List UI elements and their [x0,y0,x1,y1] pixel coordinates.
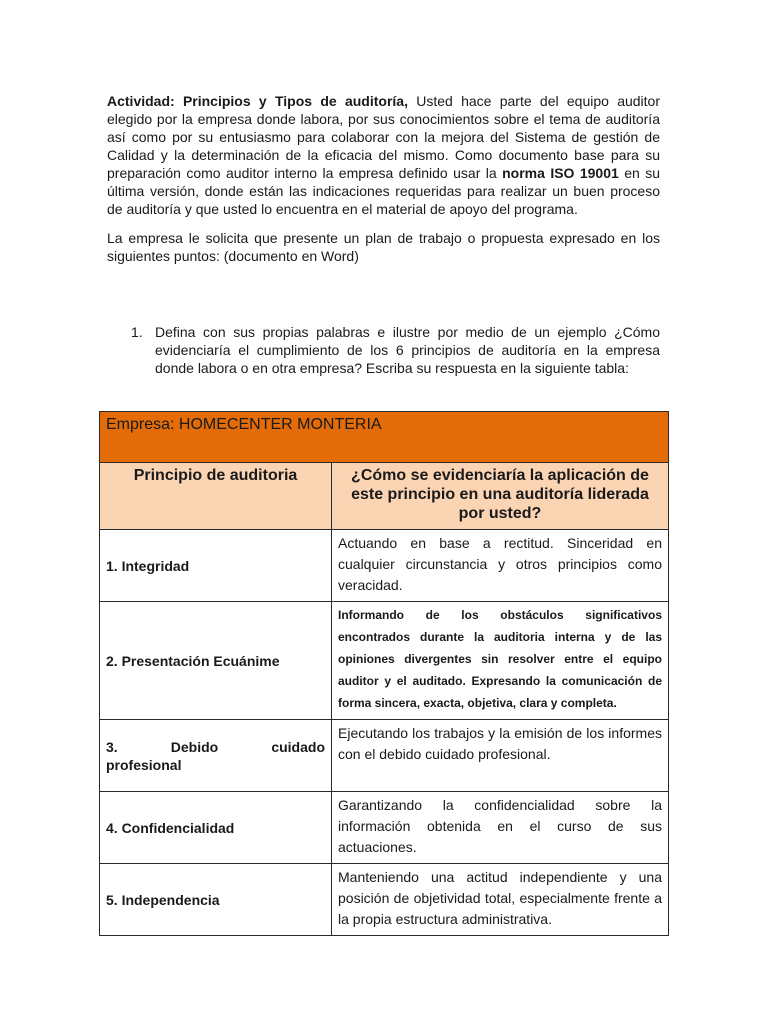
col2-header: ¿Cómo se evidenciaría la aplicación de este principio en una auditoría liderada por usted? [332,463,669,530]
company-header-row [100,412,669,463]
document-body [107,92,660,265]
col1-header: Principio de auditoria [100,463,332,530]
principle-word: 3. [106,738,118,755]
intro-paragraph [107,92,660,218]
principle-cell: 1. Integridad [100,530,332,602]
column-header-row [100,463,669,530]
answer-cell: Garantizando la confidencialidad sobre la información obtenida en el curso de sus actuaciones. [332,792,669,864]
answer-cell: Informando de los obstáculos significativos encontrados durante la auditoria interna y de las opiniones divergentes sin resolver entre el equipo auditor y el auditado. Expresando la comunicación de forma sincera, exacta, objetiva, clara y completa. [332,602,669,720]
principle-cell: 2. Presentación Ecuánime [100,602,332,720]
norma-label: norma ISO 19001 [502,165,619,181]
list-number: 1. [131,324,143,340]
table-row [100,864,669,936]
principle-word: cuidado [271,738,325,755]
table-row [100,720,669,792]
principle-cell [100,720,332,792]
table-row [100,602,669,720]
company-header: Empresa: HOMECENTER MONTERIA [100,412,669,463]
answer-cell: Ejecutando los trabajos y la emisión de los informes con el debido cuidado profesional. [332,720,669,792]
principle-line-1 [106,738,325,756]
list-item-text: Defina con sus propias palabras e ilustre por medio de un ejemplo ¿Cómo evidenciaría el cumplimiento de los 6 principios de auditoría en la empresa donde labora o en otra empresa? Escriba su respuesta en la siguiente tabla: [155,324,660,376]
principle-line-2: profesional [106,756,182,773]
answer-cell: Manteniendo una actitud independiente y una posición de objetividad total, especialmente frente a la propia estructura administrativa. [332,864,669,936]
table-row [100,530,669,602]
request-paragraph: La empresa le solicita que presente un plan de trabajo o propuesta expresado en los siguientes puntos: (documento en Word) [107,230,660,264]
principle-cell: 5. Independencia [100,864,332,936]
principle-word: Debido [170,738,219,755]
intro-text-a: Usted hace parte del equipo auditor elegido por la empresa donde labora, por sus conocimientos sobre el tema de auditoría así como por su entusiasmo para colaborar con la mejora del Sistema de gestión de Calidad y la determinación de la eficacia del mismo. Como documento base para su preparación como auditor interno la empresa definido usar la [107,93,661,181]
activity-label: Actividad: Principios y Tipos de auditoría, [107,93,408,109]
intro-text-b: en su última versión, donde están las indicaciones requeridas para realizar un buen proceso de auditoría y que usted lo encuentra en el material de apoyo del programa. [107,165,660,217]
table-row [100,792,669,864]
answer-cell: Actuando en base a rectitud. Sinceridad en cualquier circunstancia y otros principios como veracidad. [332,530,669,602]
principle-cell: 4. Confidencialidad [100,792,332,864]
principles-table [99,411,669,936]
